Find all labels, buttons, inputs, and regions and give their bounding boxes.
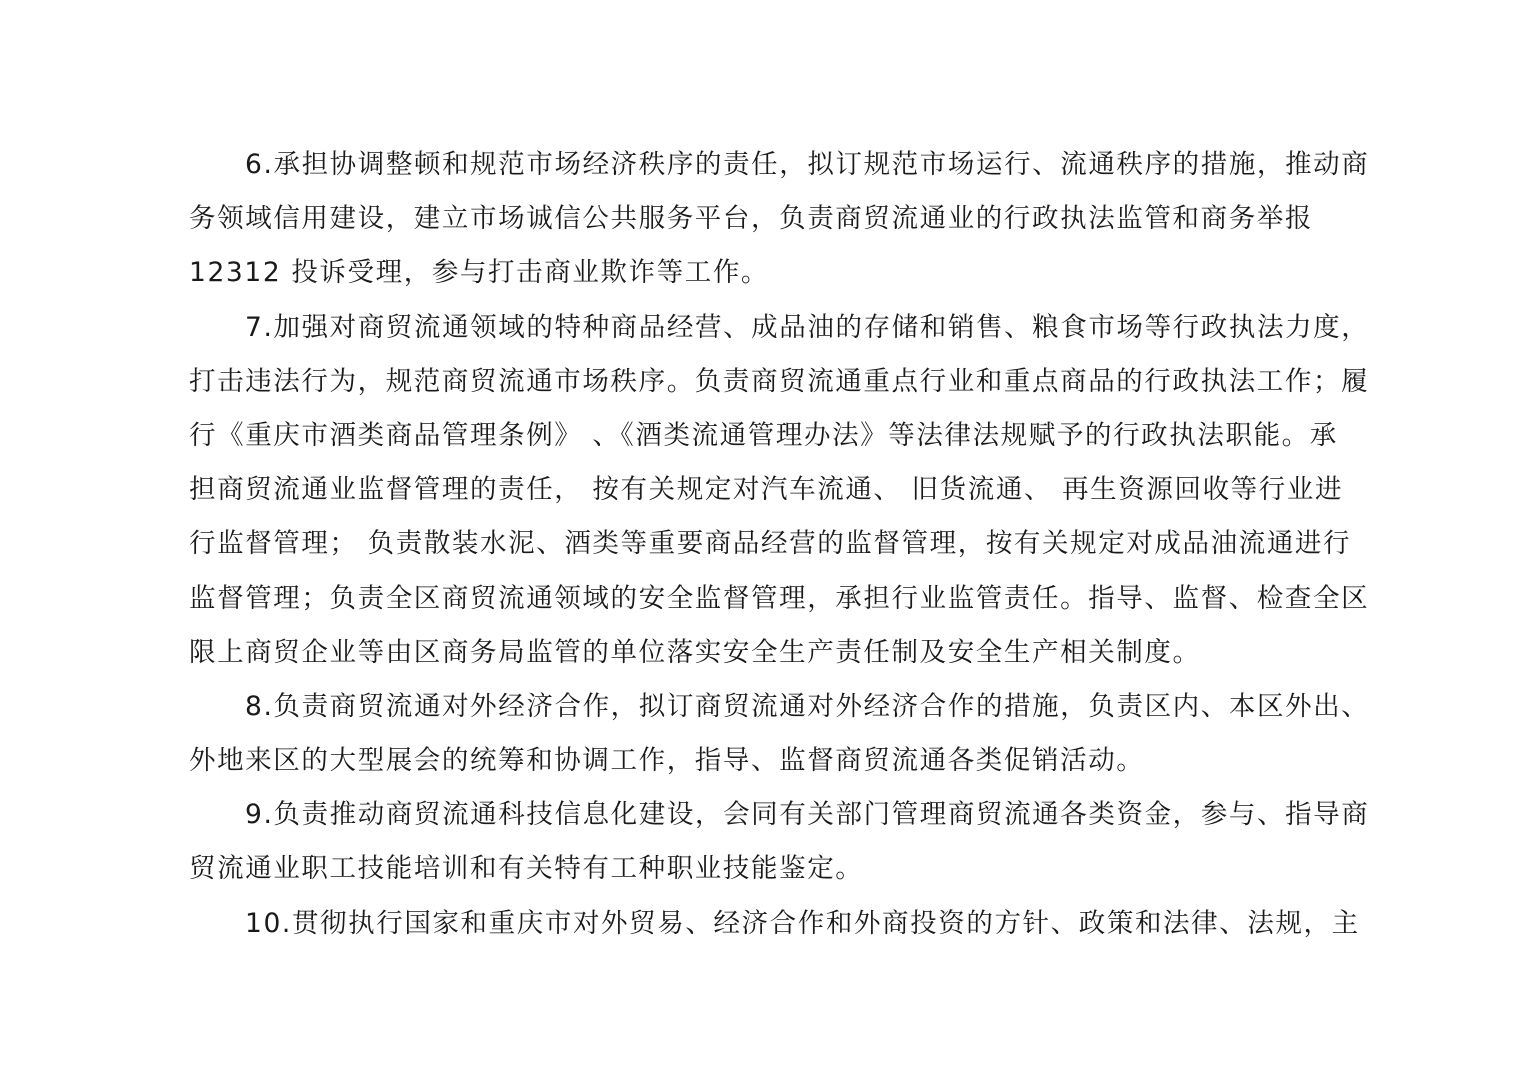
text-line: 10.贯彻执行国家和重庆市对外贸易、经济合作和外商投资的方针、政策和法律、法规，主	[245, 907, 1360, 939]
text-line: 行监督管理； 负责散装水泥、酒类等重要商品经营的监督管理，按有关规定对成品油流通进行	[189, 528, 1352, 560]
text-line: 行《重庆市酒类商品管理条例》 、《酒类流通管理办法》等法律法规赋予的行政执法职能。承	[189, 419, 1338, 451]
text-line: 限上商贸企业等由区商务局监管的单位落实安全生产责任制及安全生产相关制度。	[189, 636, 1201, 668]
text-line: 7.加强对商贸流通领域的特种商品经营、成品油的存储和销售、粮食市场等行政执法力度，	[245, 311, 1370, 343]
text-line: 贸流通业职工技能培训和有关特有工种职业技能鉴定。	[189, 853, 864, 885]
text-line: 打击违法行为，规范商贸流通市场秩序。负责商贸流通重点行业和重点商品的行政执法工作；履	[189, 365, 1370, 397]
text-line: 6.承担协调整顿和规范市场经济秩序的责任，拟订规范市场运行、流通秩序的措施，推动商	[245, 149, 1370, 180]
body-text	[189, 138, 1389, 951]
text-line: 12312 投诉受理，参与打击商业欺诈等工作。	[189, 257, 770, 289]
text-line: 8.负责商贸流通对外经济合作，拟订商贸流通对外经济合作的措施，负责区内、本区外出、	[245, 690, 1370, 722]
text-line: 外地来区的大型展会的统筹和协调工作，指导、监督商贸流通各类促销活动。	[189, 745, 1145, 777]
text-line: 监督管理；负责全区商贸流通领域的安全监督管理，承担行业监管责任。指导、监督、检查全区	[189, 582, 1370, 614]
text-line: 9.负责推动商贸流通科技信息化建设，会同有关部门管理商贸流通各类资金，参与、指导商	[245, 799, 1370, 831]
text-line: 务领域信用建设，建立市场诚信公共服务平台，负责商贸流通业的行政执法监管和商务举报	[189, 203, 1313, 235]
text-line: 担商贸流通业监督管理的责任， 按有关规定对汽车流通、 旧货流通、 再生资源回收等行业进	[189, 474, 1344, 506]
